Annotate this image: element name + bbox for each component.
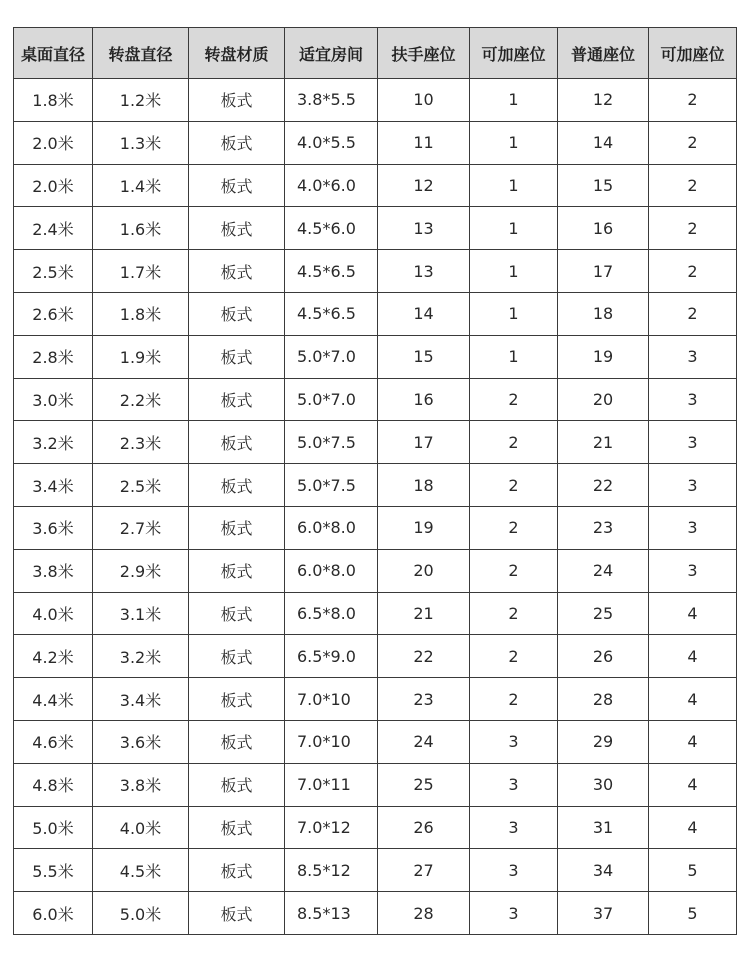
cell-extra-seats-armchair: 2 <box>470 592 558 635</box>
cell-regular-seats: 22 <box>558 464 649 507</box>
cell-armchair-seats: 11 <box>378 121 470 164</box>
cell-turntable-material: 板式 <box>189 806 285 849</box>
table-row <box>14 678 737 721</box>
table-row <box>14 121 737 164</box>
cell-regular-seats: 34 <box>558 849 649 892</box>
cell-regular-seats: 20 <box>558 378 649 421</box>
table-row <box>14 892 737 935</box>
cell-turntable-material: 板式 <box>189 635 285 678</box>
cell-armchair-seats: 22 <box>378 635 470 678</box>
cell-armchair-seats: 27 <box>378 849 470 892</box>
table-row <box>14 763 737 806</box>
cell-table-diameter: 4.8米 <box>14 763 93 806</box>
cell-armchair-seats: 19 <box>378 506 470 549</box>
cell-armchair-seats: 28 <box>378 892 470 935</box>
header-armchair-seats: 扶手座位 <box>378 28 470 79</box>
cell-extra-seats-regular: 3 <box>649 506 737 549</box>
cell-turntable-diameter: 2.2米 <box>93 378 189 421</box>
cell-extra-seats-armchair: 3 <box>470 720 558 763</box>
cell-table-diameter: 4.6米 <box>14 720 93 763</box>
cell-armchair-seats: 16 <box>378 378 470 421</box>
cell-turntable-material: 板式 <box>189 549 285 592</box>
table-row <box>14 378 737 421</box>
cell-turntable-diameter: 3.6米 <box>93 720 189 763</box>
cell-suitable-room: 7.0*11 <box>285 763 378 806</box>
cell-regular-seats: 15 <box>558 164 649 207</box>
table-row <box>14 292 737 335</box>
cell-table-diameter: 6.0米 <box>14 892 93 935</box>
cell-table-diameter: 2.0米 <box>14 121 93 164</box>
table-row <box>14 806 737 849</box>
cell-regular-seats: 28 <box>558 678 649 721</box>
cell-table-diameter: 5.5米 <box>14 849 93 892</box>
cell-suitable-room: 5.0*7.0 <box>285 335 378 378</box>
cell-turntable-diameter: 1.6米 <box>93 207 189 250</box>
cell-turntable-diameter: 2.5米 <box>93 464 189 507</box>
cell-extra-seats-armchair: 3 <box>470 806 558 849</box>
cell-armchair-seats: 15 <box>378 335 470 378</box>
cell-turntable-material: 板式 <box>189 849 285 892</box>
cell-table-diameter: 1.8米 <box>14 79 93 122</box>
cell-turntable-material: 板式 <box>189 592 285 635</box>
cell-extra-seats-regular: 4 <box>649 806 737 849</box>
cell-turntable-diameter: 4.0米 <box>93 806 189 849</box>
header-table-diameter: 桌面直径 <box>14 28 93 79</box>
cell-table-diameter: 4.4米 <box>14 678 93 721</box>
table-row <box>14 592 737 635</box>
cell-turntable-diameter: 3.4米 <box>93 678 189 721</box>
cell-regular-seats: 24 <box>558 549 649 592</box>
cell-table-diameter: 4.2米 <box>14 635 93 678</box>
header-turntable-material: 转盘材质 <box>189 28 285 79</box>
cell-suitable-room: 4.0*6.0 <box>285 164 378 207</box>
cell-armchair-seats: 26 <box>378 806 470 849</box>
table-body <box>14 79 737 935</box>
cell-table-diameter: 2.5米 <box>14 250 93 293</box>
cell-extra-seats-armchair: 2 <box>470 635 558 678</box>
cell-suitable-room: 4.5*6.0 <box>285 207 378 250</box>
cell-armchair-seats: 13 <box>378 207 470 250</box>
cell-regular-seats: 18 <box>558 292 649 335</box>
cell-extra-seats-regular: 5 <box>649 892 737 935</box>
cell-table-diameter: 5.0米 <box>14 806 93 849</box>
header-extra-seats-regular: 可加座位 <box>649 28 737 79</box>
cell-table-diameter: 2.4米 <box>14 207 93 250</box>
header-turntable-diameter: 转盘直径 <box>93 28 189 79</box>
cell-suitable-room: 8.5*13 <box>285 892 378 935</box>
cell-turntable-material: 板式 <box>189 250 285 293</box>
cell-regular-seats: 25 <box>558 592 649 635</box>
cell-regular-seats: 16 <box>558 207 649 250</box>
cell-regular-seats: 23 <box>558 506 649 549</box>
cell-extra-seats-armchair: 3 <box>470 892 558 935</box>
cell-turntable-material: 板式 <box>189 335 285 378</box>
table-row <box>14 207 737 250</box>
table-row <box>14 421 737 464</box>
cell-turntable-diameter: 3.1米 <box>93 592 189 635</box>
table-row <box>14 506 737 549</box>
cell-table-diameter: 2.0米 <box>14 164 93 207</box>
cell-armchair-seats: 23 <box>378 678 470 721</box>
cell-armchair-seats: 12 <box>378 164 470 207</box>
cell-table-diameter: 3.6米 <box>14 506 93 549</box>
cell-turntable-diameter: 1.3米 <box>93 121 189 164</box>
cell-suitable-room: 5.0*7.5 <box>285 464 378 507</box>
cell-table-diameter: 2.8米 <box>14 335 93 378</box>
spec-table-container <box>13 27 737 935</box>
cell-extra-seats-armchair: 2 <box>470 464 558 507</box>
cell-extra-seats-armchair: 1 <box>470 292 558 335</box>
cell-regular-seats: 14 <box>558 121 649 164</box>
cell-suitable-room: 4.0*5.5 <box>285 121 378 164</box>
cell-armchair-seats: 20 <box>378 549 470 592</box>
cell-armchair-seats: 13 <box>378 250 470 293</box>
cell-suitable-room: 6.0*8.0 <box>285 549 378 592</box>
table-row <box>14 250 737 293</box>
table-row <box>14 164 737 207</box>
cell-regular-seats: 17 <box>558 250 649 293</box>
table-row <box>14 335 737 378</box>
cell-turntable-diameter: 1.8米 <box>93 292 189 335</box>
cell-turntable-material: 板式 <box>189 79 285 122</box>
cell-regular-seats: 30 <box>558 763 649 806</box>
cell-armchair-seats: 24 <box>378 720 470 763</box>
cell-turntable-material: 板式 <box>189 121 285 164</box>
cell-extra-seats-armchair: 1 <box>470 207 558 250</box>
cell-turntable-material: 板式 <box>189 678 285 721</box>
cell-extra-seats-armchair: 2 <box>470 378 558 421</box>
cell-turntable-diameter: 3.2米 <box>93 635 189 678</box>
cell-extra-seats-regular: 2 <box>649 207 737 250</box>
cell-regular-seats: 31 <box>558 806 649 849</box>
cell-extra-seats-regular: 4 <box>649 592 737 635</box>
cell-table-diameter: 2.6米 <box>14 292 93 335</box>
cell-turntable-material: 板式 <box>189 378 285 421</box>
cell-suitable-room: 6.5*9.0 <box>285 635 378 678</box>
cell-extra-seats-armchair: 1 <box>470 121 558 164</box>
cell-extra-seats-armchair: 1 <box>470 79 558 122</box>
table-size-spec-table <box>13 27 737 935</box>
cell-extra-seats-regular: 3 <box>649 549 737 592</box>
cell-turntable-material: 板式 <box>189 506 285 549</box>
header-suitable-room: 适宜房间 <box>285 28 378 79</box>
cell-extra-seats-armchair: 2 <box>470 421 558 464</box>
cell-extra-seats-regular: 2 <box>649 121 737 164</box>
table-row <box>14 720 737 763</box>
table-row <box>14 549 737 592</box>
table-row <box>14 79 737 122</box>
cell-turntable-diameter: 1.7米 <box>93 250 189 293</box>
cell-extra-seats-regular: 4 <box>649 635 737 678</box>
cell-suitable-room: 5.0*7.0 <box>285 378 378 421</box>
cell-suitable-room: 4.5*6.5 <box>285 292 378 335</box>
cell-suitable-room: 7.0*10 <box>285 678 378 721</box>
cell-extra-seats-regular: 2 <box>649 164 737 207</box>
cell-turntable-material: 板式 <box>189 892 285 935</box>
header-row <box>14 28 737 79</box>
cell-suitable-room: 5.0*7.5 <box>285 421 378 464</box>
cell-armchair-seats: 21 <box>378 592 470 635</box>
cell-regular-seats: 19 <box>558 335 649 378</box>
cell-extra-seats-regular: 4 <box>649 678 737 721</box>
cell-extra-seats-armchair: 2 <box>470 506 558 549</box>
cell-armchair-seats: 17 <box>378 421 470 464</box>
cell-turntable-diameter: 5.0米 <box>93 892 189 935</box>
header-regular-seats: 普通座位 <box>558 28 649 79</box>
cell-extra-seats-regular: 4 <box>649 763 737 806</box>
header-extra-seats-armchair: 可加座位 <box>470 28 558 79</box>
cell-turntable-diameter: 2.3米 <box>93 421 189 464</box>
cell-suitable-room: 3.8*5.5 <box>285 79 378 122</box>
cell-extra-seats-armchair: 1 <box>470 250 558 293</box>
cell-regular-seats: 12 <box>558 79 649 122</box>
cell-extra-seats-regular: 2 <box>649 292 737 335</box>
cell-turntable-material: 板式 <box>189 292 285 335</box>
cell-suitable-room: 8.5*12 <box>285 849 378 892</box>
cell-turntable-diameter: 3.8米 <box>93 763 189 806</box>
cell-extra-seats-regular: 2 <box>649 250 737 293</box>
cell-extra-seats-armchair: 3 <box>470 849 558 892</box>
cell-armchair-seats: 25 <box>378 763 470 806</box>
cell-regular-seats: 37 <box>558 892 649 935</box>
cell-turntable-diameter: 2.7米 <box>93 506 189 549</box>
table-row <box>14 849 737 892</box>
cell-turntable-diameter: 1.2米 <box>93 79 189 122</box>
cell-suitable-room: 4.5*6.5 <box>285 250 378 293</box>
cell-turntable-material: 板式 <box>189 464 285 507</box>
cell-extra-seats-regular: 3 <box>649 421 737 464</box>
cell-table-diameter: 3.2米 <box>14 421 93 464</box>
cell-suitable-room: 6.5*8.0 <box>285 592 378 635</box>
cell-extra-seats-armchair: 1 <box>470 164 558 207</box>
cell-table-diameter: 4.0米 <box>14 592 93 635</box>
cell-regular-seats: 29 <box>558 720 649 763</box>
cell-turntable-diameter: 1.9米 <box>93 335 189 378</box>
cell-suitable-room: 7.0*10 <box>285 720 378 763</box>
cell-extra-seats-armchair: 3 <box>470 763 558 806</box>
cell-extra-seats-regular: 3 <box>649 378 737 421</box>
cell-extra-seats-armchair: 2 <box>470 678 558 721</box>
cell-suitable-room: 6.0*8.0 <box>285 506 378 549</box>
cell-extra-seats-regular: 3 <box>649 335 737 378</box>
cell-turntable-material: 板式 <box>189 207 285 250</box>
cell-armchair-seats: 14 <box>378 292 470 335</box>
table-row <box>14 635 737 678</box>
cell-turntable-material: 板式 <box>189 421 285 464</box>
cell-armchair-seats: 18 <box>378 464 470 507</box>
cell-table-diameter: 3.0米 <box>14 378 93 421</box>
table-row <box>14 464 737 507</box>
cell-armchair-seats: 10 <box>378 79 470 122</box>
cell-turntable-diameter: 2.9米 <box>93 549 189 592</box>
cell-turntable-diameter: 1.4米 <box>93 164 189 207</box>
cell-extra-seats-regular: 4 <box>649 720 737 763</box>
cell-turntable-material: 板式 <box>189 763 285 806</box>
cell-extra-seats-regular: 2 <box>649 79 737 122</box>
cell-table-diameter: 3.4米 <box>14 464 93 507</box>
cell-table-diameter: 3.8米 <box>14 549 93 592</box>
cell-extra-seats-armchair: 1 <box>470 335 558 378</box>
cell-extra-seats-regular: 5 <box>649 849 737 892</box>
table-header <box>14 28 737 79</box>
cell-turntable-material: 板式 <box>189 720 285 763</box>
cell-extra-seats-armchair: 2 <box>470 549 558 592</box>
cell-suitable-room: 7.0*12 <box>285 806 378 849</box>
cell-extra-seats-regular: 3 <box>649 464 737 507</box>
cell-turntable-diameter: 4.5米 <box>93 849 189 892</box>
cell-turntable-material: 板式 <box>189 164 285 207</box>
cell-regular-seats: 21 <box>558 421 649 464</box>
cell-regular-seats: 26 <box>558 635 649 678</box>
